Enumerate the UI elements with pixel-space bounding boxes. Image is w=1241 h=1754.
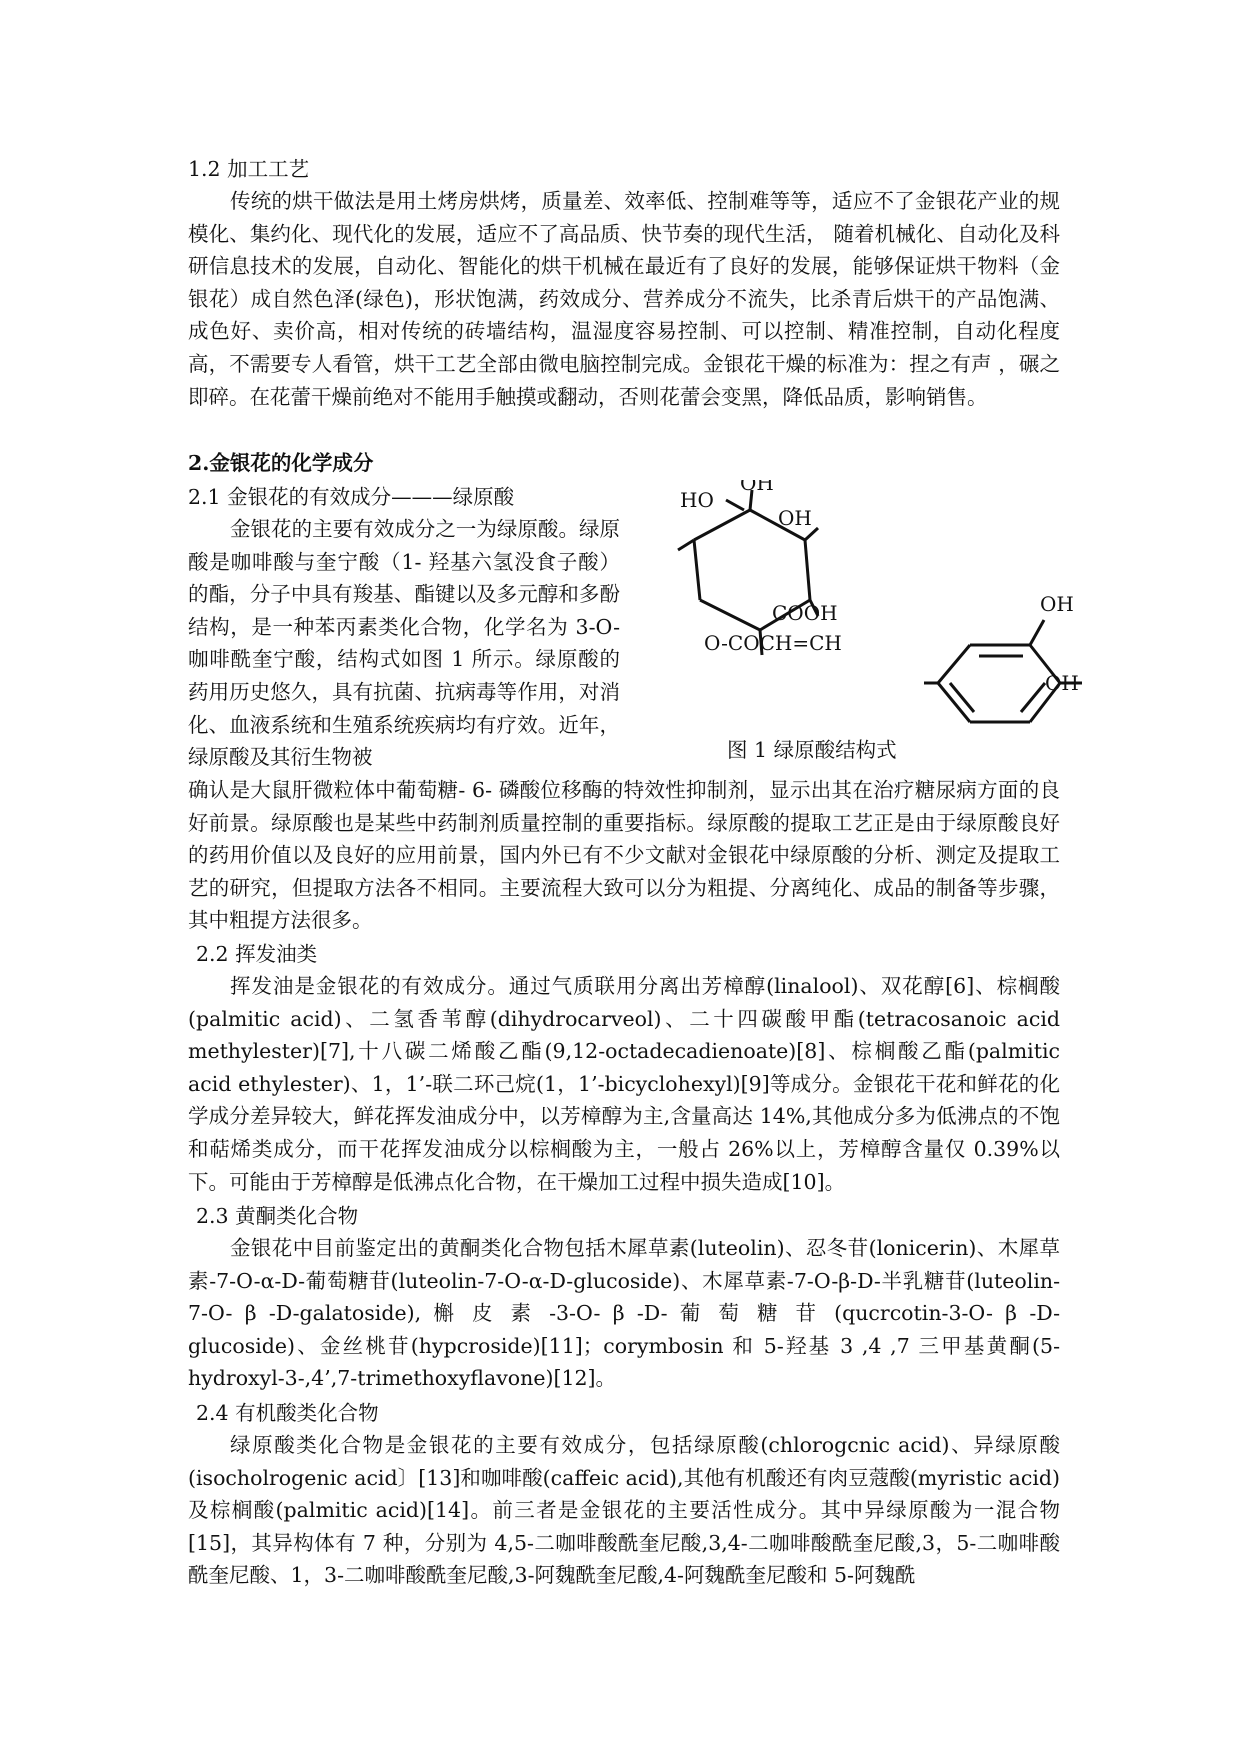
label-ester-chain: O-COCH=CH [704, 631, 842, 655]
section-heading-2: 2.金银花的化学成分 [188, 451, 374, 475]
section-heading-2-2: 2.2 挥发油类 [196, 942, 318, 966]
chlorogenic-acid-structure-figure [640, 480, 1100, 770]
label-oh-aryl-right: OH [1045, 671, 1079, 695]
paragraph-processing: 传统的烘干做法是用土烤房烘烤，质量差、效率低、控制难等等，适应不了金银花产业的规模化、集约化、现代化的发展，适应不了高品质、快节奏的现代生活， 随着机械化、自动化及科研信息技术的发展，自动化、智能化的烘干机械在最近有了良好的发展，能够保证烘干物料（金银花）成自然色泽(绿色)，形状饱满，药效成分、营养成分不流失，比杀青后烘干的产品饱满、成色好、卖价高，相对传统的砖墙结构，温湿度容易控制、可以控制、精准控制，自动化程度高，不需要专人看管，烘干工艺全部由微电脑控制完成。金银花干燥的标准为：捏之有声 ，碾之即碎。在花蕾干燥前绝对不能用手触摸或翻动，否则花蕾会变黑，降低品质，影响销售。 [188, 189, 1060, 409]
label-oh-aryl-top: OH [1040, 592, 1074, 616]
section-heading-2-1: 2.1 金银花的有效成分———绿原酸 [188, 485, 515, 509]
label-oh-top: OH [740, 480, 774, 495]
section-heading-2-4: 2.4 有机酸类化合物 [196, 1401, 379, 1425]
label-cooh: COOH [772, 601, 838, 625]
paragraph-organic-acids: 绿原酸类化合物是金银花的主要有效成分，包括绿原酸(chlorogcnic acid)、异绿原酸(isocholrogenic acid〕[13]和咖啡酸(caffeic acid),其他有机酸还有肉豆蔻酸(myristic acid)及棕榈酸(palmitic acid)[14]。前三者是金银花的主要活性成分。其中异绿原酸为一混合物[15]，其异构体有 7 种，分别为 4,5-二咖啡酸酰奎尼酸,3,4-二咖啡酸酰奎尼酸,3，5-二咖啡酸酰奎尼酸、1，3-二咖啡酸酰奎尼酸,3-阿魏酰奎尼酸,4-阿魏酰奎尼酸和 5-阿魏酰 [188, 1433, 1060, 1588]
label-oh-ring: OH [778, 506, 812, 530]
label-ho-left: HO [680, 488, 714, 512]
figure-caption: 图 1 绿原酸结构式 [727, 738, 897, 762]
paragraph-volatile-oils: 挥发油是金银花的有效成分。通过气质联用分离出芳樟醇(linalool)、双花醇[6]、棕榈酸(palmitic acid)、二氢香苇醇(dihydrocarveol)、二十四碳酸甲酯(tetracosanoic acid methylester)[7],十八碳二烯酸乙酯(9,12-octadecadienoate)[8]、棕榈酸乙酯(palmitic acid ethylester)、1，1’-联二环己烷(1，1’-bicyclohexyl)[9]等成分。金银花干花和鲜花的化学成分差异较大，鲜花挥发油成分中，以芳樟醇为主,含量高达 14%,其他成分多为低沸点的不饱和萜烯类成分，而干花挥发油成分以棕榈酸为主，一般占 26%以上，芳樟醇含量仅 0.39%以下。可能由于芳樟醇是低沸点化合物，在干燥加工过程中损失造成[10]。 [188, 974, 1060, 1194]
chemical-structure-diagram [640, 480, 1100, 770]
paragraph-flavonoids: 金银花中目前鉴定出的黄酮类化合物包括木犀草素(luteolin)、忍冬苷(lonicerin)、木犀草素-7-O-α-D-葡萄糖苷(luteolin-7-O-α-D-glucoside)、木犀草素-7-O-β-D-半乳糖苷(luteolin-7-O- β -D-galatoside), 槲 皮 素 -3-O- β -D- 葡 萄 糖 苷 (qucrcotin-3-O- β -D-glucoside)、金丝桃苷(hypcroside)[11]；corymbosin 和 5-羟基 3 ,4 ,7 三甲基黄酮(5-hydroxyl-3-,4’,7-trimethoxyflavone)[12]。 [188, 1236, 1060, 1391]
section-heading-1-2: 1.2 加工工艺 [188, 157, 310, 181]
paragraph-chlorogenic-acid-continued: 确认是大鼠肝微粒体中葡萄糖- 6- 磷酸位移酶的特效性抑制剂，显示出其在治疗糖尿病方面的良好前景。绿原酸也是某些中药制剂质量控制的重要指标。绿原酸的提取工艺正是由于绿原酸良好的药用价值以及良好的应用前景，国内外已有不少文献对金银花中绿原酸的分析、测定及提取工艺的研究，但提取方法各不相同。主要流程大致可以分为粗提、分离纯化、成品的制备等步骤，其中粗提方法很多。 [188, 778, 1060, 933]
paragraph-chlorogenic-acid-wrap: 金银花的主要有效成分之一为绿原酸。绿原酸是咖啡酸与奎宁酸（1- 羟基六氢没食子酸）的酯，分子中具有羧基、酯键以及多元醇和多酚结构，是一种苯丙素类化合物，化学名为 3-O- 咖啡酰奎宁酸，结构式如图 1 所示。绿原酸的药用历史悠久，具有抗菌、抗病毒等作用，对消化、血液系统和生殖系统疾病均有疗效。近年，绿原酸及其衍生物被 [188, 517, 620, 770]
section-heading-2-3: 2.3 黄酮类化合物 [196, 1204, 359, 1228]
